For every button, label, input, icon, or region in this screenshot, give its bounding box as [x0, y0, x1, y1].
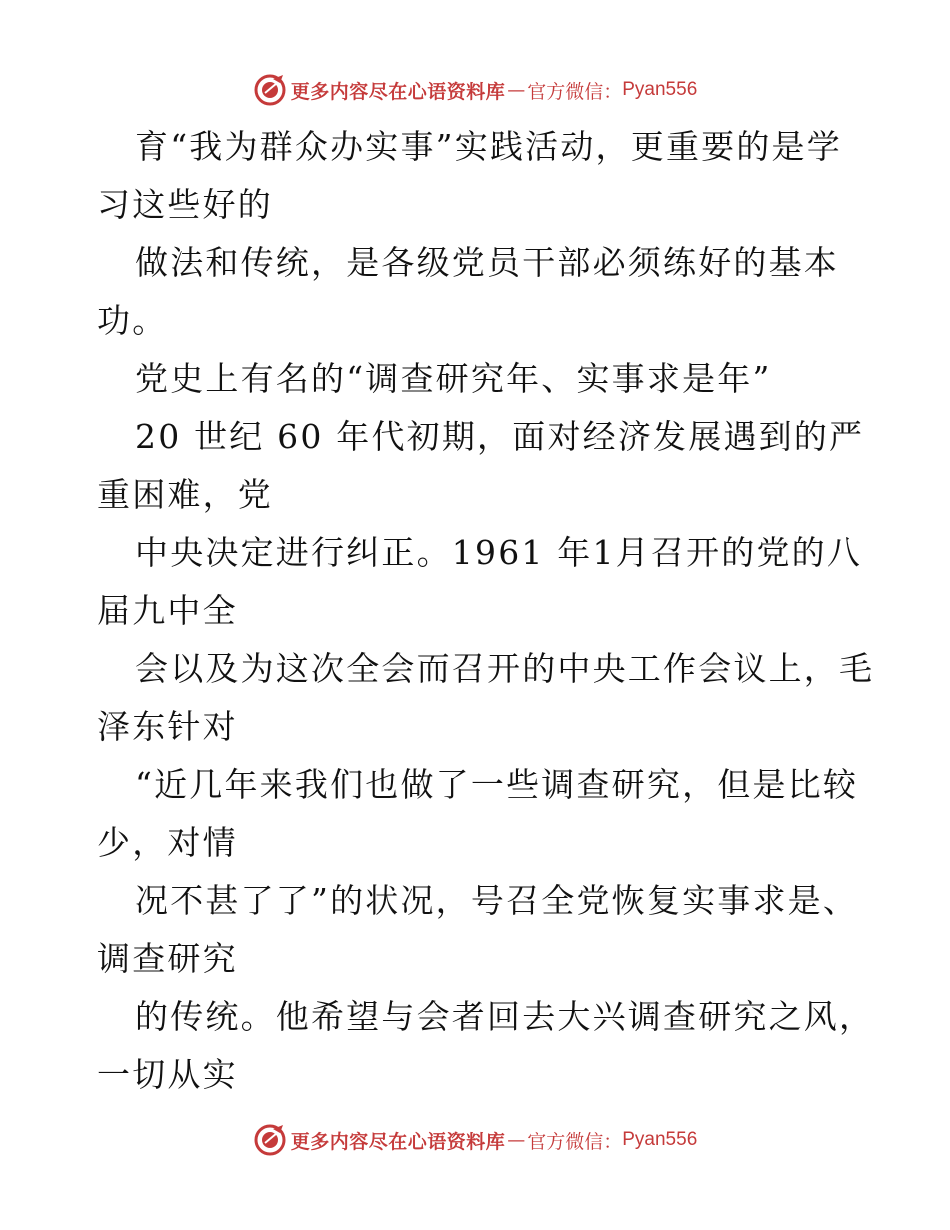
watermark-official-label: 官方微信：	[527, 1130, 623, 1153]
text-line: 届九中全	[97, 591, 238, 630]
text-line: 会以及为这次全会而召开的中央工作会议上，毛	[135, 649, 875, 688]
text-line: 功。	[97, 301, 168, 340]
watermark-separator: —	[507, 79, 526, 101]
watermark-wechat-id: Pyan556	[622, 1129, 698, 1150]
footer-watermark	[0, 1120, 950, 1160]
watermark-main-text: 更多内容尽在心语资料库	[290, 80, 506, 103]
text-line: 做法和传统，是各级党员干部必须练好的基本	[135, 243, 839, 282]
brand-logo-icon	[253, 1123, 287, 1157]
brand-logo-icon	[253, 73, 287, 107]
watermark-main-text: 更多内容尽在心语资料库	[290, 1130, 506, 1153]
text-line: 中央决定进行纠正。1961 年1月召开的党的八	[135, 533, 863, 572]
text-line: 少，对情	[97, 823, 238, 862]
text-line: 20 世纪 60 年代初期，面对经济发展遇到的严	[135, 417, 865, 456]
text-line: 调查研究	[97, 939, 238, 978]
watermark-official-label: 官方微信：	[527, 80, 623, 103]
header-watermark	[0, 70, 950, 110]
text-line: 重困难，党	[97, 475, 273, 514]
text-line: 况不甚了了”的状况，号召全党恢复实事求是、	[135, 881, 859, 920]
watermark-wechat-id: Pyan556	[622, 79, 698, 100]
text-line: “近几年来我们也做了一些调查研究，但是比较	[135, 765, 859, 804]
text-line: 一切从实	[97, 1055, 238, 1094]
text-line: 的传统。他希望与会者回去大兴调查研究之风，	[135, 997, 875, 1036]
text-line: 习这些好的	[97, 185, 273, 224]
text-line: 育“我为群众办实事”实践活动，更重要的是学	[135, 127, 842, 166]
text-line: 泽东针对	[97, 707, 238, 746]
watermark-separator: —	[507, 1129, 526, 1151]
text-line: 党史上有名的“调查研究年、实事求是年”	[135, 359, 772, 398]
document-body	[0, 118, 950, 1104]
